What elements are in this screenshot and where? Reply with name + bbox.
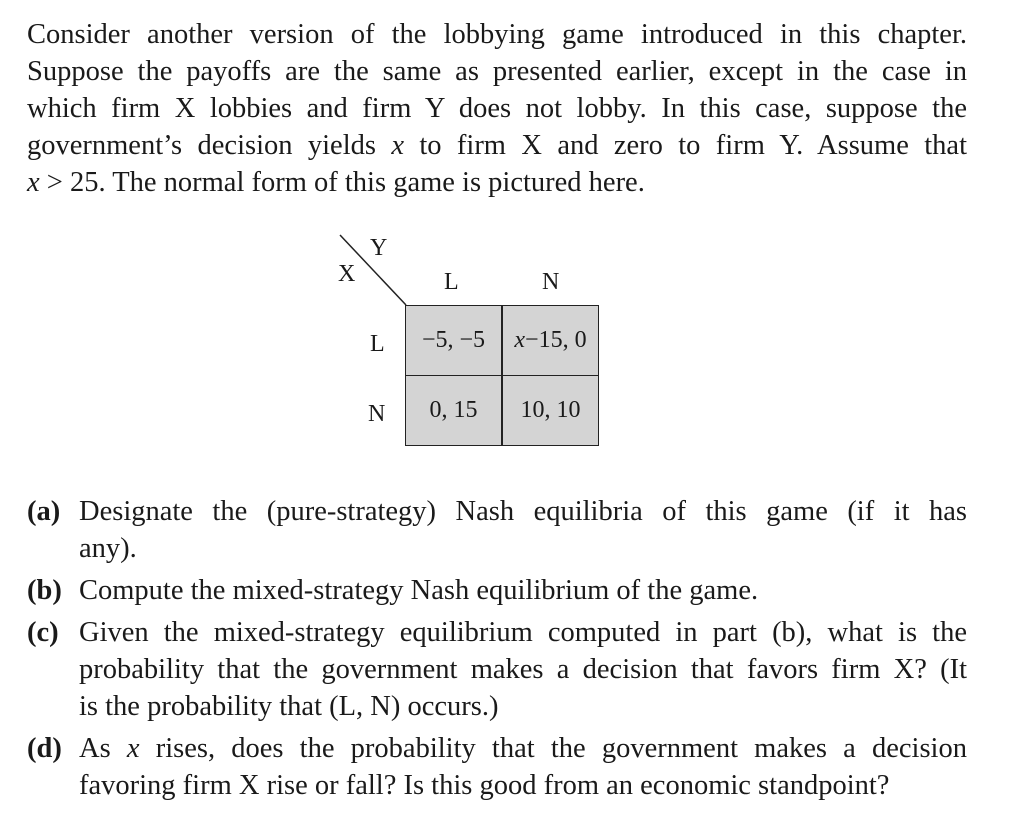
normal-form-matrix	[330, 230, 620, 455]
question-tag: (c)	[27, 617, 59, 648]
variable-x: x	[391, 130, 404, 161]
question-line: Compute the mixed-strategy Nash equilibrium of the game.	[79, 575, 759, 606]
row-label-l: L	[370, 331, 385, 357]
row-player-label: X	[338, 261, 356, 287]
question-c	[27, 614, 967, 725]
question-tag: (d)	[27, 733, 62, 764]
question-line: Given the mixed-strategy equilibrium computed in part (b), what is the	[79, 617, 967, 648]
row-label-n: N	[368, 401, 386, 427]
col-label-l: L	[444, 269, 459, 295]
question-line: any).	[79, 533, 137, 564]
payoff-cell	[502, 305, 599, 376]
question-tag: (a)	[27, 496, 61, 527]
problem-intro	[27, 16, 967, 201]
variable-x: x	[27, 167, 40, 198]
question-line: favoring firm X rise or fall? Is this good from an economic standpoint?	[79, 770, 890, 801]
question-list	[27, 493, 967, 809]
intro-line: x > 25. The normal form of this game is pictured here.	[27, 167, 645, 198]
intro-line: which firm X lobbies and firm Y does not lobby. In this case, suppose the	[27, 93, 967, 124]
question-d	[27, 730, 967, 804]
intro-line: Suppose the payoffs are the same as presented earlier, except in the case in	[27, 56, 967, 87]
payoff-cell: −5, −5	[405, 305, 502, 376]
question-line: probability that the government makes a decision that favors firm X? (It	[79, 654, 967, 685]
question-a	[27, 493, 967, 567]
variable-x: x	[514, 327, 526, 353]
intro-line: government’s decision yields x to firm X and zero to firm Y. Assume that	[27, 130, 967, 161]
question-b	[27, 572, 967, 609]
intro-line: Consider another version of the lobbying game introduced in this chapter.	[27, 19, 967, 50]
variable-x: x	[126, 733, 140, 764]
payoff-cell: 0, 15	[405, 375, 502, 446]
question-tag: (b)	[27, 575, 62, 606]
question-line: As x rises, does the probability that the government makes a decision	[79, 733, 967, 764]
col-player-label: Y	[370, 235, 388, 261]
payoff-cell: 10, 10	[502, 375, 599, 446]
payoff-cell-rest: −15, 0	[525, 327, 587, 353]
question-line: is the probability that (L, N) occurs.)	[79, 691, 499, 722]
question-line: Designate the (pure-strategy) Nash equilibria of this game (if it has	[79, 496, 967, 527]
col-label-n: N	[542, 269, 560, 295]
